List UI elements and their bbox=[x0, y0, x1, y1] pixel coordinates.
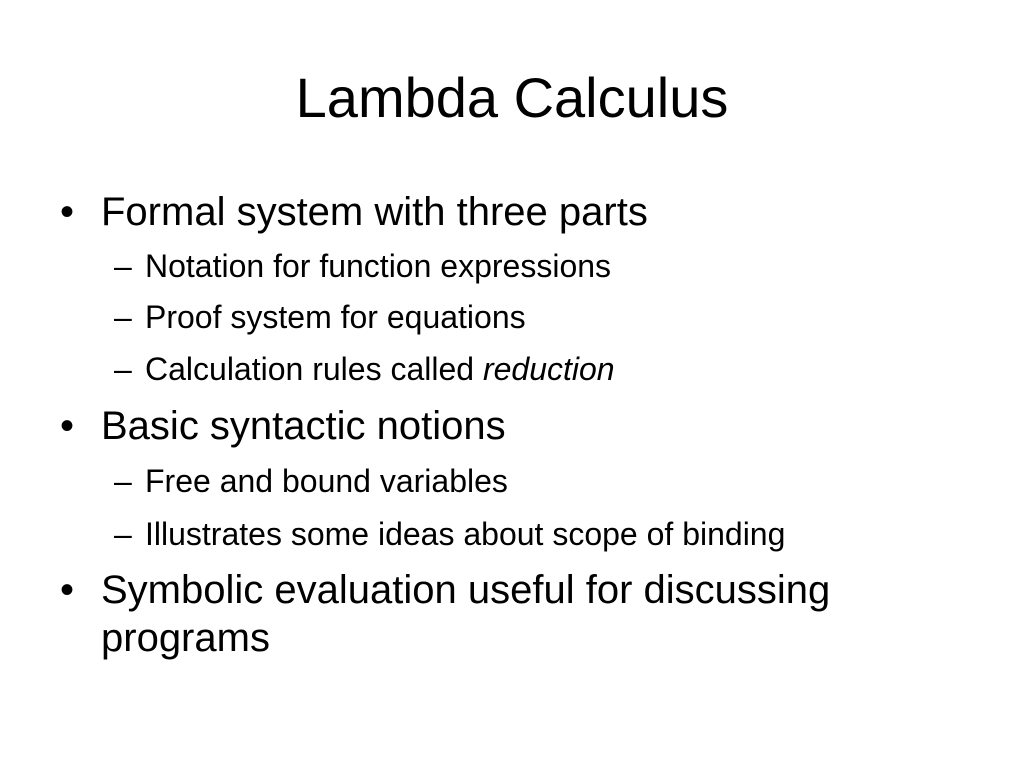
sub-bullet-marker: – bbox=[114, 463, 132, 499]
sub-bullet-marker: – bbox=[114, 351, 132, 387]
sub-bullet-text: Free and bound variables bbox=[145, 463, 508, 499]
bullet-marker: • bbox=[60, 568, 75, 612]
sub-bullet-text: Illustrates some ideas about scope of binding bbox=[145, 516, 786, 552]
sub-bullet-text bbox=[145, 349, 615, 389]
sub-bullet-text: Notation for function expressions bbox=[145, 248, 612, 284]
sub-bullet-marker: – bbox=[114, 516, 132, 552]
bullet-text: Symbolic evaluation useful for discussing programs bbox=[101, 568, 831, 660]
sub-bullet-marker: – bbox=[114, 299, 132, 335]
bullet-text: Formal system with three parts bbox=[101, 190, 648, 234]
sub-bullet-emphasis: reduction bbox=[482, 351, 615, 387]
bullet-text: Basic syntactic notions bbox=[101, 404, 506, 448]
sub-bullet-marker: – bbox=[114, 248, 132, 284]
slide-title: Lambda Calculus bbox=[295, 66, 729, 129]
sub-bullet-text: Proof system for equations bbox=[145, 299, 526, 335]
bullet-marker: • bbox=[60, 404, 75, 448]
sub-bullet-plain-text: Calculation rules called bbox=[145, 351, 483, 387]
bullet-marker: • bbox=[60, 190, 75, 234]
